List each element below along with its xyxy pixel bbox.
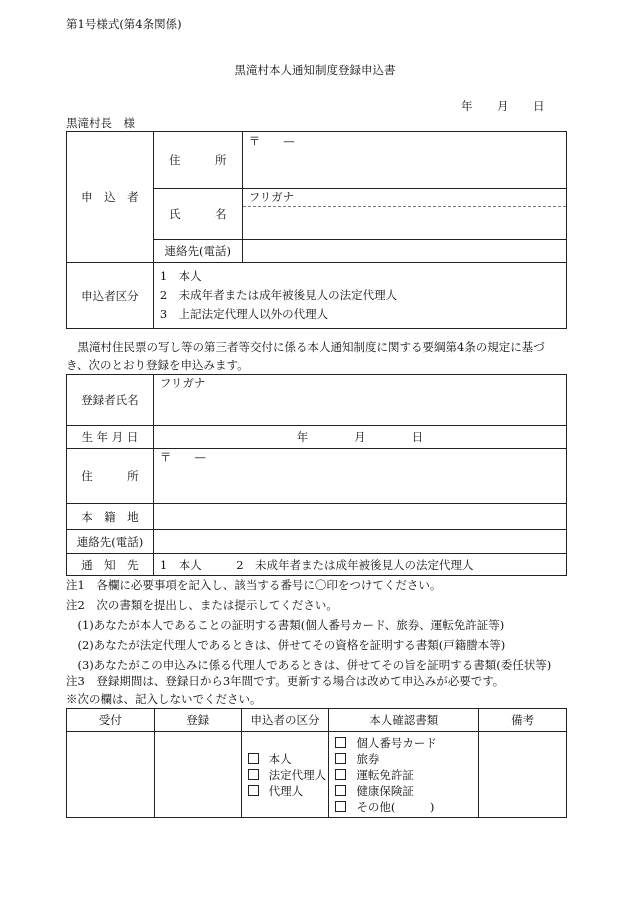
name-label: 氏 名	[153, 189, 242, 240]
date-year: 年	[461, 99, 473, 113]
notify-options[interactable]: 1 本人 2 未成年者または成年被後見人の法定代理人	[153, 554, 566, 576]
category-option-3[interactable]: 3 上記法定代理人以外の代理人	[159, 307, 329, 321]
checkbox-icon	[335, 785, 346, 796]
note-2: 注2 次の書類を提出し、または提示してください。	[66, 598, 338, 612]
applicant-address-field[interactable]	[242, 132, 566, 189]
registrant-address-field[interactable]	[153, 449, 566, 504]
header-remarks: 備考	[479, 709, 567, 732]
statement-line-2: き、次のとおり登録を申込みます。	[66, 358, 249, 372]
applicant-section-label: 申 込 者	[67, 132, 154, 263]
office-note: ※次の欄は、記入しないでください。	[66, 692, 262, 706]
registrant-furigana: フリガナ	[159, 376, 206, 390]
id-docs-cell	[329, 732, 479, 818]
applicant-table	[66, 131, 567, 329]
category-options	[153, 263, 566, 329]
statement-line-1: 黒滝村住民票の写し等の第三者等交付に係る本人通知制度に関する要綱第4条の規定に基づ	[66, 340, 545, 354]
header-registered: 登録	[154, 709, 241, 732]
applicant-type-cell	[241, 732, 329, 818]
registered-cell	[154, 732, 241, 818]
category-option-2[interactable]: 2 未成年者または成年被後見人の法定代理人	[159, 288, 398, 302]
header-received: 受付	[67, 709, 155, 732]
registrant-name-label: 登録者氏名	[67, 375, 154, 426]
id-doc-insurance[interactable]: 健康保険証	[329, 783, 478, 799]
id-doc-passport[interactable]: 旅券	[329, 751, 478, 767]
registrant-contact-label: 連絡先(電話)	[67, 530, 154, 554]
birth-label: 生 年 月 日	[67, 426, 154, 449]
applicant-type-self[interactable]: 本人	[242, 751, 329, 767]
checkbox-icon	[335, 737, 346, 748]
header-applicant-type: 申込者の区分	[241, 709, 329, 732]
office-use-table	[66, 708, 567, 818]
applicant-contact-field[interactable]	[242, 240, 566, 263]
registrant-address-label: 住 所	[67, 449, 154, 504]
checkbox-icon	[335, 801, 346, 812]
checkbox-icon	[248, 769, 259, 780]
registrant-table	[66, 374, 567, 576]
note-2-item-1: (1)あなたが本人であることの証明する書類(個人番号カード、旅券、運転免許証等)	[66, 618, 505, 632]
addressee: 黒滝村長 様	[66, 116, 135, 130]
address-label: 住 所	[153, 132, 242, 189]
id-doc-other[interactable]: その他( )	[329, 799, 478, 815]
statement	[66, 338, 545, 374]
domicile-label: 本 籍 地	[67, 504, 154, 530]
checkbox-icon	[248, 785, 259, 796]
note-2-item-3: (3)あなたがこの申込みに係る代理人であるときは、併せてその旨を証明する書類(委任状等)	[66, 658, 552, 672]
applicant-name-field[interactable]	[242, 189, 566, 240]
id-doc-license[interactable]: 運転免許証	[329, 767, 478, 783]
registrant-name-field[interactable]	[153, 375, 566, 426]
checkbox-icon	[248, 753, 259, 764]
birth-field[interactable]: 年 月 日	[153, 426, 566, 449]
postal-mark: 〒 —	[248, 134, 295, 148]
date-month: 月	[497, 99, 509, 113]
checkbox-icon	[335, 753, 346, 764]
page-title: 黒滝村本人通知制度登録申込書	[234, 63, 396, 77]
registrant-contact-field[interactable]	[153, 530, 566, 554]
applicant-type-legal-rep[interactable]: 法定代理人	[242, 767, 329, 783]
remarks-cell	[479, 732, 567, 818]
form-id: 第1号様式(第4条関係)	[66, 17, 182, 31]
note-1: 注1 各欄に必要事項を記入し、該当する番号に〇印をつけてください。	[66, 578, 442, 592]
checkbox-icon	[335, 769, 346, 780]
contact-label: 連絡先(電話)	[153, 240, 242, 263]
registrant-postal-mark: 〒 —	[159, 450, 206, 464]
date-day: 日	[533, 99, 545, 113]
received-cell	[67, 732, 155, 818]
domicile-field[interactable]	[153, 504, 566, 530]
note-3: 注3 登録期間は、登録日から3年間です。更新する場合は改めて申込みが必要です。	[66, 674, 505, 688]
header-id-docs: 本人確認書類	[329, 709, 479, 732]
category-label: 申込者区分	[67, 263, 154, 329]
category-option-1[interactable]: 1 本人	[159, 269, 202, 283]
id-doc-mynumber[interactable]: 個人番号カード	[329, 735, 478, 751]
applicant-type-agent[interactable]: 代理人	[242, 783, 329, 799]
furigana-label: フリガナ	[243, 189, 566, 207]
notify-label: 通 知 先	[67, 554, 154, 576]
note-2-item-2: (2)あなたが法定代理人であるときは、併せてその資格を証明する書類(戸籍謄本等)	[66, 638, 506, 652]
